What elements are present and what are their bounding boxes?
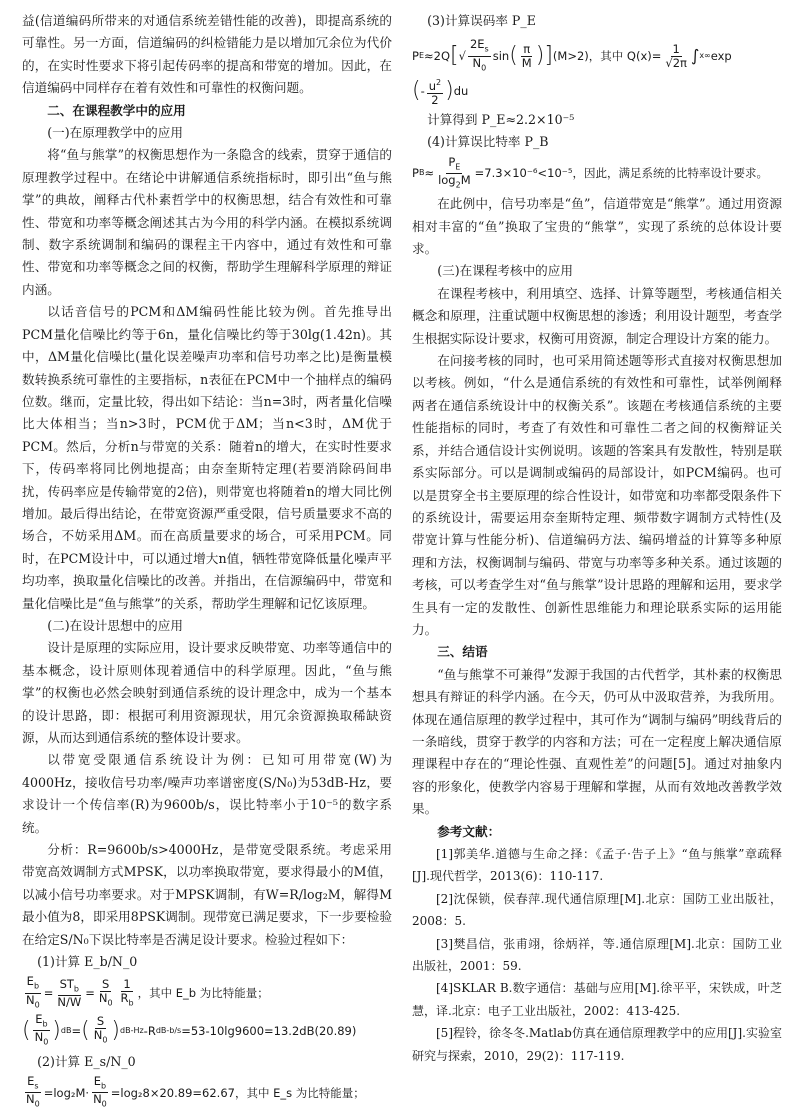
equation-eb-n0-db: ( $\frac{E_b}{N_0}$ ) dB = ( $\frac{S}{N_0}$ ) dB-Hz -R dB-b/s =53-10lg9600=13.2dB(20.89)	[22, 1012, 357, 1047]
subsection-title: (二)在设计思想中的应用	[47, 617, 183, 633]
equation-text: exp	[710, 49, 732, 64]
reference-item: [2]沈保锁，侯春萍.现代通信原理[M].北京：国防工业出版社，2008：5.	[412, 891, 782, 929]
equation-text: =log₂8×20.89=62.67，其中 E_s 为比特能量；	[110, 1085, 365, 1100]
result-line: 计算得到 P_E≈2.2×10⁻⁵	[427, 111, 575, 127]
section-title: 二、在课程教学中的应用	[47, 102, 186, 118]
subsection-title: (一)在原理教学中的应用	[47, 125, 183, 141]
equation-text: (M>2)，其中 Q(x)=	[552, 49, 662, 64]
step-title: (1)计算 E_b/N_0	[37, 954, 138, 970]
equation-text: du	[453, 84, 469, 99]
equation-text: =log₂M·	[43, 1085, 90, 1100]
subsection-title: (三)在课程考核中的应用	[437, 263, 573, 279]
reference-item: [3]樊昌信，张甫翊，徐炳祥，等.通信原理[M].北京：国防工业出版社，2001：59.	[412, 936, 782, 974]
intro-paragraph: 益(信道编码所带来的对通信系统差错性能的改善)，即提高系统的可靠性。另一方面，信道编码的纠检错能力是以增加冗余位为代价的，在实时性要求下将引起传码率的提高和带宽的增加。因此，在信道编码中同样存在着有效性和可靠性的权衡问题。	[22, 13, 392, 96]
body-paragraph: 在课程考核中，利用填空、选择、计算等题型，考核通信相关概念和原理，注重试题中权衡思想的渗透；利用设计题型，考查学生根据实际设计要求，权衡可用资源，制定合理设计方案的能力。	[412, 285, 782, 346]
reference-item: [1]郭美华.道德与生命之择：《孟子·告子上》“鱼与熊掌”章疏释[J].现代哲学，2013(6)：110-117.	[412, 847, 782, 884]
references-list	[412, 843, 782, 1067]
right-column	[412, 10, 782, 1067]
body-paragraph: 以话音信号的PCM和ΔM编码性能比较为例。首先推导出PCM量化信噪比约等于6n，量化信噪比约等于30lg(1.42n)。其中，ΔM量化信噪比(量化误差噪声功率和信号功率之比)是衡量模数转换系统可靠性的主要指标，n表征在PCM中一个抽样点的编码位数。继而，定量比较，得出如下结论：当n=3时，两者量化信噪比大体相当；当n>3时，PCM优于ΔM；当n<3时，ΔM优于PCM。然后，分析n与带宽的关系：随着n的增大，在实时性要求下，传码率将同比例地提高；由奈奎斯特定理(若要消除码间串扰，传码率应是传输带宽的2倍)，则带宽也将随着n的增大同比例增加。最后得出结论，在带宽资源严重受限，信号质量要求不高的场合，不妨采用ΔM。而在高质量要求的场合，可采用PCM。同时，在PCM设计中，可以通过增大n值，牺牲带宽降低量化噪声平均功率，换取量化信噪比的改善。并指出，在信源编码中，带宽和量化信噪比是“鱼与熊掌”的关系，帮助学生理解和记忆该原理。	[22, 304, 392, 611]
reference-item: [5]程铃，徐冬冬.Matlab仿真在通信原理教学中的应用[J].实验室研究与探索，2010，29(2)：117-119.	[412, 1026, 782, 1063]
equation-text: =53-10lg9600=13.2dB(20.89)	[181, 1023, 357, 1038]
equation-text: =7.3×10⁻⁶<10⁻⁵，因此，满足系统的比特率设计要求。	[474, 166, 768, 181]
step-title: (4)计算误比特率 P_B	[427, 134, 549, 150]
section-title: 三、结语	[437, 644, 488, 660]
body-paragraph: 分析：R=9600b/s>4000Hz，是带宽受限系统。考虑采用带宽高效调制方式MPSK，以功率换取带宽，要求得最小的M值，以减小信号功率要求。对于MPSK调制，有W=R/log₂M，解得M最小值为8，即采用8PSK调制。现带宽已满足要求，下一步要检验在给定S/N₀下误比特率是否满足设计要求。检验过程如下：	[22, 842, 392, 947]
equation-es-n0: $\frac{E_s}{N_0}$ =log₂M· $\frac{E_b}{N_0}$ =log₂8×20.89=62.67，其中 E_s 为比特能量；	[26, 1074, 365, 1109]
body-paragraph: 设计是原理的实际应用，设计要求反映带宽、功率等通信中的基本概念，设计原则体现着通信中的科学原理。因此，“鱼与熊掌”的权衡也必然会映射到通信系统的设计理念中，成为一个基本的设计思路，即：根据可利用资源现状，用冗余资源换取稀缺资源，从而达到通信系统的整体设计要求。	[22, 640, 392, 745]
body-paragraph: 在问接考核的同时，也可采用简述题等形式直接对权衡思想加以考核。例如，“什么是通信系统的有效性和可靠性，试举例阐释两者在通信系统设计中的权衡关系”。该题在考核通信系统的主要性能指标的同时，考查了有效性和可靠性二者之间的权衡辩证关系，并结合通信设计实例说明。该题的答案具有发散性，特别是联系实际部分。可以是调制或编码的局部设计，如PCM编码。也可以是贯穿全书主要原理的综合性设计，如带宽和功率都受限条件下的系统设计，需要运用奈奎斯特定理、频带数字调制方式特性(及带宽计算与性能分析)、信道编码方法、编码增益的计算等多种原理和方法，权衡调制与编码、带宽与功率等多种关系。通过该题的考核，可以考查学生对“鱼与熊掌”设计思路的理解和运用，要求学生具有一定的发散性、创新性思维能力和理论联系实际的运用能力。	[412, 353, 782, 637]
body-paragraph: 将“鱼与熊掌”的权衡思想作为一条隐含的线索，贯穿于通信的原理教学过程中。在绪论中讲解通信系统指标时，即引出“鱼与熊掌”的典故，阐释古代朴素哲学中的权衡思想，结合有效性和可靠性、带宽和功率等概念阐述其古为今用的科学内涵。在模拟系统调制、数字系统调制和编码的课程主干内容中，通过有效性和可靠性、带宽和功率等概念之间的权衡，帮助学生理解科学原理的辩证内涵。	[22, 147, 392, 297]
equation-eb-n0: $\frac{E_b}{N_0}$ = $\frac{ST_b}{N/W}$ = $\frac{S}{N_0}$ $\frac{1}{R_b}$ ，其中 E_b 为比特能量；	[26, 974, 269, 1010]
left-column	[22, 10, 392, 1113]
body-paragraph: “鱼与熊掌不可兼得”发源于我国的古代哲学，其朴素的权衡思想具有辩证的科学内涵。在今天，仍可从中汲取营养，为我所用。体现在通信原理的教学过程中，其可作为“调制与编码”明线背后的一条暗线，贯穿于教学的内容和方法；可在一定程度上解决通信原理课程中存在的“理论性强、直观性差”的问题[5]。通过对抽象内容的形象化，使教学内容易于理解和掌握，从而有效地改善教学效果。	[412, 666, 782, 817]
reference-item: [4]SKLAR B.数字通信：基础与应用[M].徐平平，宋铁成，叶芝慧，译.北京：电子工业出版社，2002：413-425.	[412, 981, 782, 1018]
step-title: (2)计算 E_s/N_0	[37, 1053, 136, 1069]
equation-pe: P E ≈2Q [ √ $\frac{2E_s}{N_0}$ sin ( $\frac{\pi}{M}$ ) ] (M>2)，其中 Q(x)= $\frac{1}{√2\pi}$ ∫ x ∞ exp	[412, 37, 732, 72]
equation-pb: P B ≈ $\frac{P_E}{\log_2M}$ =7.3×10⁻⁶<10⁻⁵，因此，满足系统的比特率设计要求。	[412, 154, 768, 190]
step-title: (3)计算误码率 P_E	[427, 13, 536, 28]
equation-text: ，其中 E_b 为比特能量；	[137, 986, 269, 1001]
body-paragraph: 在此例中，信号功率是“鱼”，信道带宽是“熊掌”。通过用资源相对丰富的“鱼”换取了宝贵的“熊掌”，实现了系统的总体设计要求。	[412, 196, 782, 257]
equation-pe-cont: ( - $\frac{u^2}{2}$ ) du	[412, 78, 469, 107]
body-paragraph: 以带宽受限通信系统设计为例：已知可用带宽(W)为4000Hz，接收信号功率/噪声功率谱密度(S/N₀)为53dB-Hz，要求设计一个传信率(R)为9600b/s，误比特率小于10⁻⁵的数字系统。	[22, 752, 392, 835]
references-title: 参考文献：	[437, 823, 501, 839]
